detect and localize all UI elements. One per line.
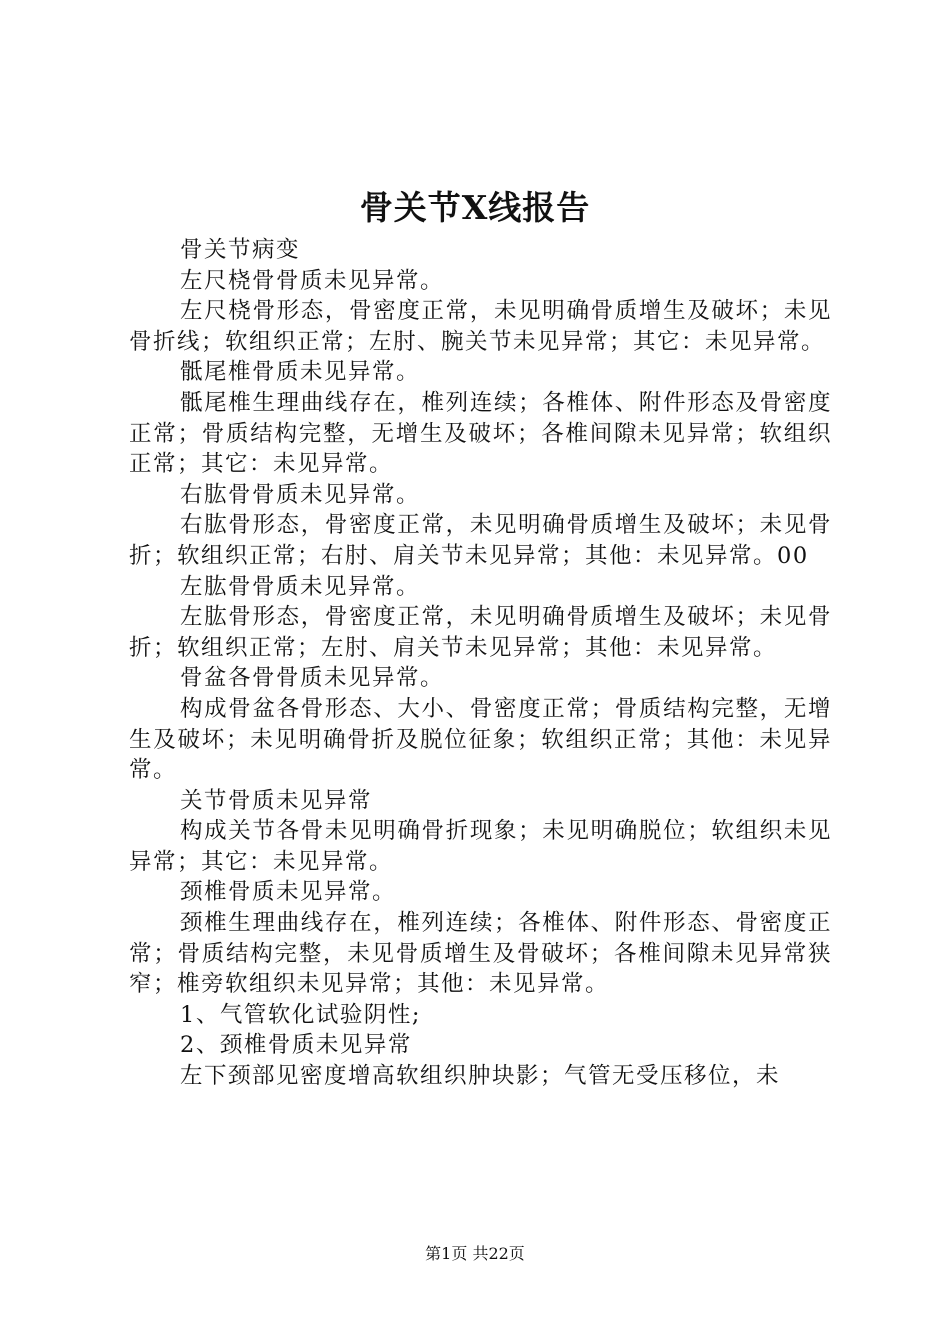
paragraph: 左肱骨骨质未见异常。 xyxy=(180,573,421,600)
document-body xyxy=(129,235,832,1092)
paragraph: 骨盆各骨骨质未见异常。 xyxy=(180,665,445,692)
paragraph: 右肱骨骨质未见异常。 xyxy=(180,481,421,508)
paragraph: 构成关节各骨未见明确骨折现象；未见明确脱位；软组织未见异常；其它：未见异常。 xyxy=(129,818,832,875)
paragraph: 骶尾椎骨质未见异常。 xyxy=(180,359,421,386)
paragraph: 构成骨盆各骨形态、大小、骨密度正常；骨质结构完整，无增生及破坏；未见明确骨折及脱位征象；软组织正常；其他：未见异常。 xyxy=(129,695,832,784)
paragraph: 2、颈椎骨质未见异常 xyxy=(180,1032,412,1059)
document-title: 骨关节X线报告 xyxy=(359,188,591,227)
paragraph: 1、气管软化试验阴性; xyxy=(180,1001,421,1028)
paragraph: 左尺桡骨骨质未见异常。 xyxy=(180,267,445,294)
paragraph: 颈椎生理曲线存在，椎列连续；各椎体、附件形态、骨密度正常；骨质结构完整，未见骨质增生及骨破坏；各椎间隙未见异常狭窄；椎旁软组织未见异常；其他：未见异常。 xyxy=(129,910,832,998)
paragraph: 关节骨质未见异常 xyxy=(180,787,373,814)
paragraph: 左肱骨形态，骨密度正常，未见明确骨质增生及破坏；未见骨折；软组织正常；左肘、肩关节未见异常；其他：未见异常。 xyxy=(129,604,832,661)
paragraph: 左下颈部见密度增高软组织肿块影；气管无受压移位，未 xyxy=(180,1063,781,1090)
paragraph: 颈椎骨质未见异常。 xyxy=(180,879,397,906)
page-number-footer: 第1页 共22页 xyxy=(425,1244,525,1263)
paragraph: 骨关节病变 xyxy=(180,237,301,263)
paragraph: 骶尾椎生理曲线存在，椎列连续；各椎体、附件形态及骨密度正常；骨质结构完整，无增生及破坏；各椎间隙未见异常；软组织正常；其它：未见异常。 xyxy=(129,389,832,478)
paragraph: 左尺桡骨形态，骨密度正常，未见明确骨质增生及破坏；未见骨折线；软组织正常；左肘、腕关节未见异常；其它：未见异常。 xyxy=(129,298,832,355)
paragraph: 右肱骨形态，骨密度正常，未见明确骨质增生及破坏；未见骨折；软组织正常；右肘、肩关节未见异常；其他：未见异常。00 xyxy=(129,512,832,569)
